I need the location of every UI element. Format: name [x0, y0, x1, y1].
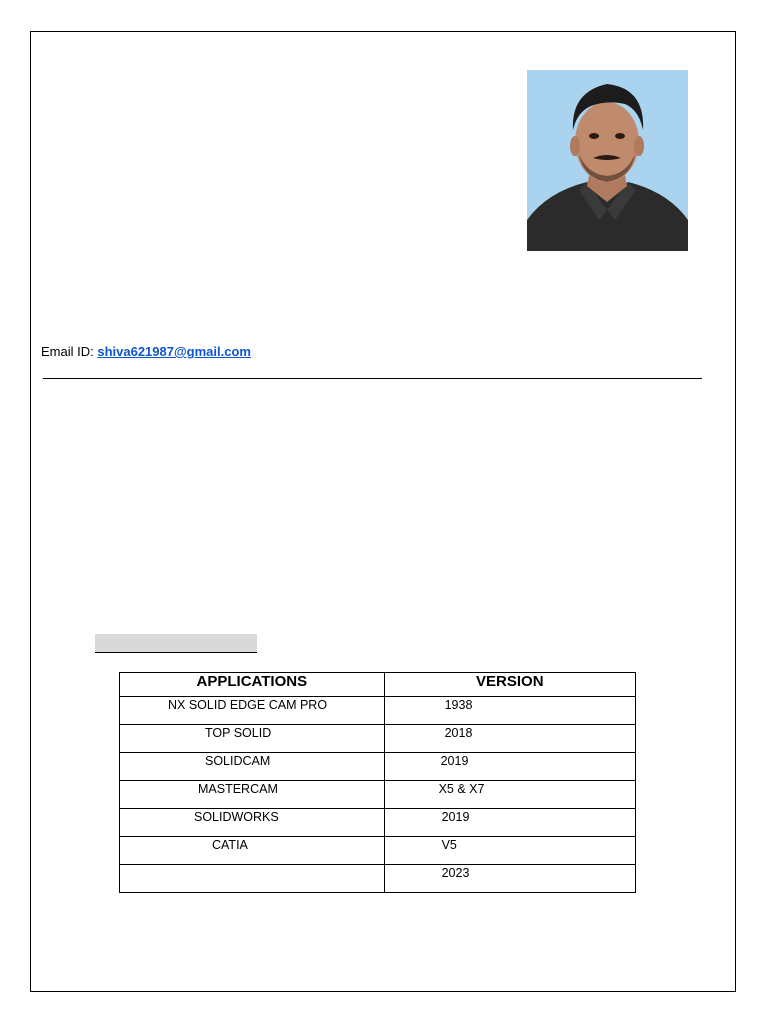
table-row — [120, 837, 636, 865]
software-table — [119, 672, 636, 893]
column-header-applications: APPLICATIONS — [120, 673, 385, 697]
version-cell — [384, 725, 635, 753]
table-row — [120, 781, 636, 809]
profile-photo — [527, 70, 688, 251]
version-value: V5 — [441, 838, 457, 852]
version-value: 2018 — [444, 726, 473, 740]
version-value: 2023 — [441, 866, 470, 880]
application-name: CATIA — [212, 838, 248, 852]
version-cell — [384, 865, 635, 893]
table-row — [120, 753, 636, 781]
version-value: 1938 — [444, 698, 473, 712]
version-cell — [384, 809, 635, 837]
application-cell — [120, 725, 385, 753]
table-row — [120, 697, 636, 725]
application-name: SOLIDWORKS — [194, 810, 279, 824]
application-cell — [120, 753, 385, 781]
application-name: TOP SOLID — [205, 726, 272, 740]
application-cell — [120, 697, 385, 725]
application-cell — [120, 809, 385, 837]
application-cell — [120, 837, 385, 865]
application-name: SOLIDCAM — [205, 754, 271, 768]
version-value: X5 & X7 — [438, 782, 485, 796]
email-line — [41, 344, 251, 359]
column-header-version: VERSION — [384, 673, 635, 697]
application-cell — [120, 781, 385, 809]
application-name: MASTERCAM — [198, 782, 278, 796]
horizontal-divider — [43, 378, 702, 379]
version-value: 2019 — [440, 754, 469, 768]
version-cell — [384, 753, 635, 781]
section-heading-highlight — [95, 634, 257, 653]
version-cell — [384, 781, 635, 809]
application-cell — [120, 865, 385, 893]
table-row — [120, 809, 636, 837]
table-row — [120, 725, 636, 753]
email-label: Email ID: — [41, 344, 98, 359]
table-header-row — [120, 673, 636, 697]
version-cell — [384, 837, 635, 865]
table-row — [120, 865, 636, 893]
email-link[interactable]: shiva621987@gmail.com — [97, 344, 251, 359]
application-name: NX SOLID EDGE CAM PRO — [168, 698, 328, 712]
version-value: 2019 — [441, 810, 470, 824]
version-cell — [384, 697, 635, 725]
